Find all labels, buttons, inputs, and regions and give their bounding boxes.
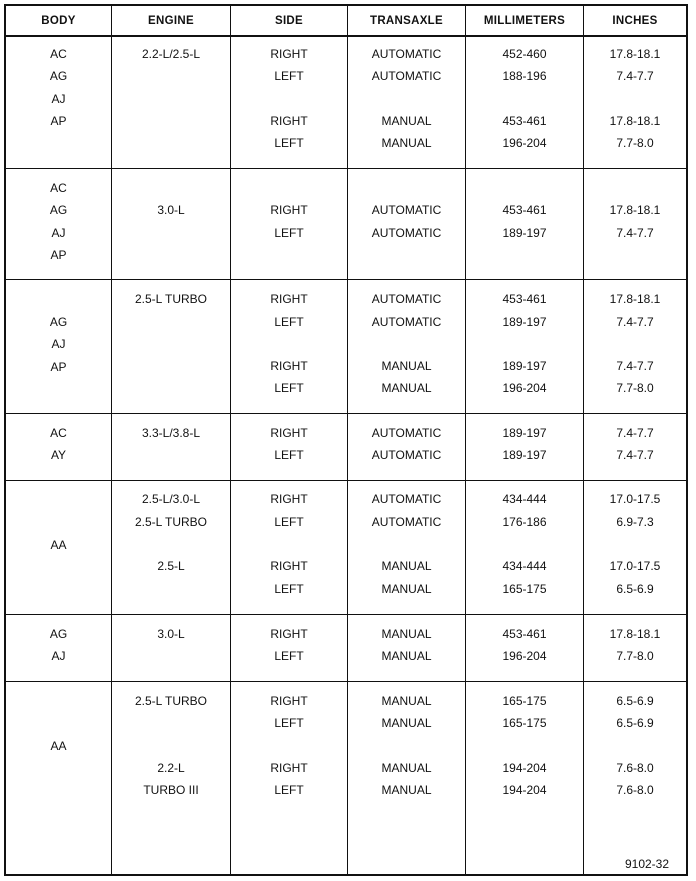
transaxle-value: MANUAL	[381, 694, 432, 708]
millimeters-value: 165-175	[502, 694, 547, 708]
header-engine: ENGINE	[148, 15, 194, 27]
header-millimeters: MILLIMETERS	[483, 15, 566, 27]
millimeters-value: 165-175	[502, 716, 547, 730]
transaxle-value: AUTOMATIC	[371, 292, 442, 306]
transaxle-value: AUTOMATIC	[371, 492, 442, 506]
body-code: AY	[50, 448, 67, 462]
transaxle-value: MANUAL	[381, 627, 432, 641]
inches-value: 7.4-7.7	[616, 69, 654, 83]
group-divider	[4, 168, 688, 169]
body-code: AJ	[51, 337, 66, 351]
millimeters-value: 194-204	[502, 783, 547, 797]
engine-spec: 2.5-L TURBO	[134, 292, 208, 306]
millimeters-value: 452-460	[502, 47, 547, 61]
inches-value: 6.5-6.9	[616, 582, 654, 596]
body-code: AA	[50, 538, 67, 552]
header-inches: INCHES	[612, 15, 658, 27]
body-code: AJ	[51, 92, 66, 106]
inches-value: 7.4-7.7	[616, 315, 654, 329]
inches-value: 6.9-7.3	[616, 515, 654, 529]
inches-value: 7.4-7.7	[616, 359, 654, 373]
transaxle-value: MANUAL	[381, 783, 432, 797]
transaxle-value: MANUAL	[381, 381, 432, 395]
engine-spec: 2.5-L	[157, 559, 185, 573]
transaxle-value: AUTOMATIC	[371, 448, 442, 462]
body-code: AP	[50, 114, 67, 128]
transaxle-value: AUTOMATIC	[371, 203, 442, 217]
millimeters-value: 176-186	[502, 515, 547, 529]
side-value: LEFT	[274, 716, 304, 730]
millimeters-value: 189-197	[502, 426, 547, 440]
side-value: RIGHT	[270, 426, 308, 440]
inches-value: 17.8-18.1	[609, 114, 661, 128]
millimeters-value: 196-204	[502, 136, 547, 150]
side-value: RIGHT	[270, 292, 308, 306]
body-code: AG	[49, 69, 68, 83]
side-value: RIGHT	[270, 694, 308, 708]
transaxle-value: AUTOMATIC	[371, 47, 442, 61]
transaxle-value: MANUAL	[381, 649, 432, 663]
group-divider	[4, 279, 688, 280]
millimeters-value: 194-204	[502, 761, 547, 775]
engine-spec: 3.0-L	[157, 627, 185, 641]
body-code: AG	[49, 203, 68, 217]
transaxle-value: MANUAL	[381, 114, 432, 128]
transaxle-value: MANUAL	[381, 716, 432, 730]
side-value: LEFT	[274, 783, 304, 797]
side-value: RIGHT	[270, 492, 308, 506]
transaxle-value: AUTOMATIC	[371, 69, 442, 83]
side-value: LEFT	[274, 448, 304, 462]
header-divider	[4, 35, 688, 37]
group-divider	[4, 614, 688, 615]
transaxle-value: AUTOMATIC	[371, 226, 442, 240]
inches-value: 7.6-8.0	[616, 783, 654, 797]
millimeters-value: 189-197	[502, 315, 547, 329]
millimeters-value: 453-461	[502, 627, 547, 641]
inches-value: 17.0-17.5	[609, 492, 661, 506]
figure-id: 9102-32	[624, 857, 670, 871]
millimeters-value: 453-461	[502, 203, 547, 217]
side-value: LEFT	[274, 69, 304, 83]
body-code: AJ	[51, 649, 66, 663]
engine-spec: 3.3-L/3.8-L	[141, 426, 201, 440]
transaxle-value: AUTOMATIC	[371, 426, 442, 440]
group-divider	[4, 480, 688, 481]
engine-spec: 2.2-L	[157, 761, 185, 775]
side-value: RIGHT	[270, 559, 308, 573]
millimeters-value: 434-444	[502, 492, 547, 506]
header-transaxle: TRANSAXLE	[370, 15, 443, 27]
millimeters-value: 189-197	[502, 448, 547, 462]
side-value: RIGHT	[270, 761, 308, 775]
millimeters-value: 189-197	[502, 359, 547, 373]
engine-spec: TURBO III	[143, 783, 199, 797]
engine-spec: 2.2-L/2.5-L	[141, 47, 201, 61]
body-code: AJ	[51, 226, 66, 240]
body-code: AG	[49, 315, 68, 329]
side-value: LEFT	[274, 582, 304, 596]
side-value: RIGHT	[270, 359, 308, 373]
side-value: LEFT	[274, 649, 304, 663]
inches-value: 7.6-8.0	[616, 761, 654, 775]
millimeters-value: 196-204	[502, 649, 547, 663]
transaxle-value: MANUAL	[381, 559, 432, 573]
inches-value: 7.4-7.7	[616, 448, 654, 462]
header-body: BODY	[41, 15, 76, 27]
millimeters-value: 434-444	[502, 559, 547, 573]
transaxle-value: AUTOMATIC	[371, 515, 442, 529]
header-side: SIDE	[274, 15, 304, 27]
side-value: RIGHT	[270, 627, 308, 641]
side-value: LEFT	[274, 226, 304, 240]
millimeters-value: 196-204	[502, 381, 547, 395]
side-value: LEFT	[274, 381, 304, 395]
engine-spec: 3.0-L	[157, 203, 185, 217]
body-code: AC	[50, 181, 67, 195]
inches-value: 17.0-17.5	[609, 559, 661, 573]
inches-value: 17.8-18.1	[609, 292, 661, 306]
inches-value: 7.7-8.0	[616, 136, 654, 150]
millimeters-value: 188-196	[502, 69, 547, 83]
side-value: RIGHT	[270, 203, 308, 217]
body-code: AC	[50, 47, 67, 61]
body-code: AC	[50, 426, 67, 440]
transaxle-value: MANUAL	[381, 359, 432, 373]
inches-value: 7.4-7.7	[616, 426, 654, 440]
millimeters-value: 165-175	[502, 582, 547, 596]
body-code: AP	[50, 248, 67, 262]
transaxle-value: MANUAL	[381, 136, 432, 150]
engine-spec: 2.5-L TURBO	[134, 515, 208, 529]
inches-value: 6.5-6.9	[616, 716, 654, 730]
inches-value: 7.4-7.7	[616, 226, 654, 240]
side-value: LEFT	[274, 136, 304, 150]
inches-value: 17.8-18.1	[609, 203, 661, 217]
group-divider	[4, 681, 688, 682]
side-value: RIGHT	[270, 47, 308, 61]
inches-value: 7.7-8.0	[616, 649, 654, 663]
side-value: LEFT	[274, 315, 304, 329]
millimeters-value: 453-461	[502, 292, 547, 306]
inches-value: 17.8-18.1	[609, 47, 661, 61]
body-code: AG	[49, 627, 68, 641]
transaxle-value: MANUAL	[381, 761, 432, 775]
side-value: LEFT	[274, 515, 304, 529]
engine-spec: 2.5-L TURBO	[134, 694, 208, 708]
engine-spec: 2.5-L/3.0-L	[141, 492, 201, 506]
body-code: AP	[50, 360, 67, 374]
millimeters-value: 453-461	[502, 114, 547, 128]
millimeters-value: 189-197	[502, 226, 547, 240]
inches-value: 6.5-6.9	[616, 694, 654, 708]
side-value: RIGHT	[270, 114, 308, 128]
transaxle-value: AUTOMATIC	[371, 315, 442, 329]
body-code: AA	[50, 739, 67, 753]
inches-value: 17.8-18.1	[609, 627, 661, 641]
transaxle-value: MANUAL	[381, 582, 432, 596]
inches-value: 7.7-8.0	[616, 381, 654, 395]
group-divider	[4, 413, 688, 414]
